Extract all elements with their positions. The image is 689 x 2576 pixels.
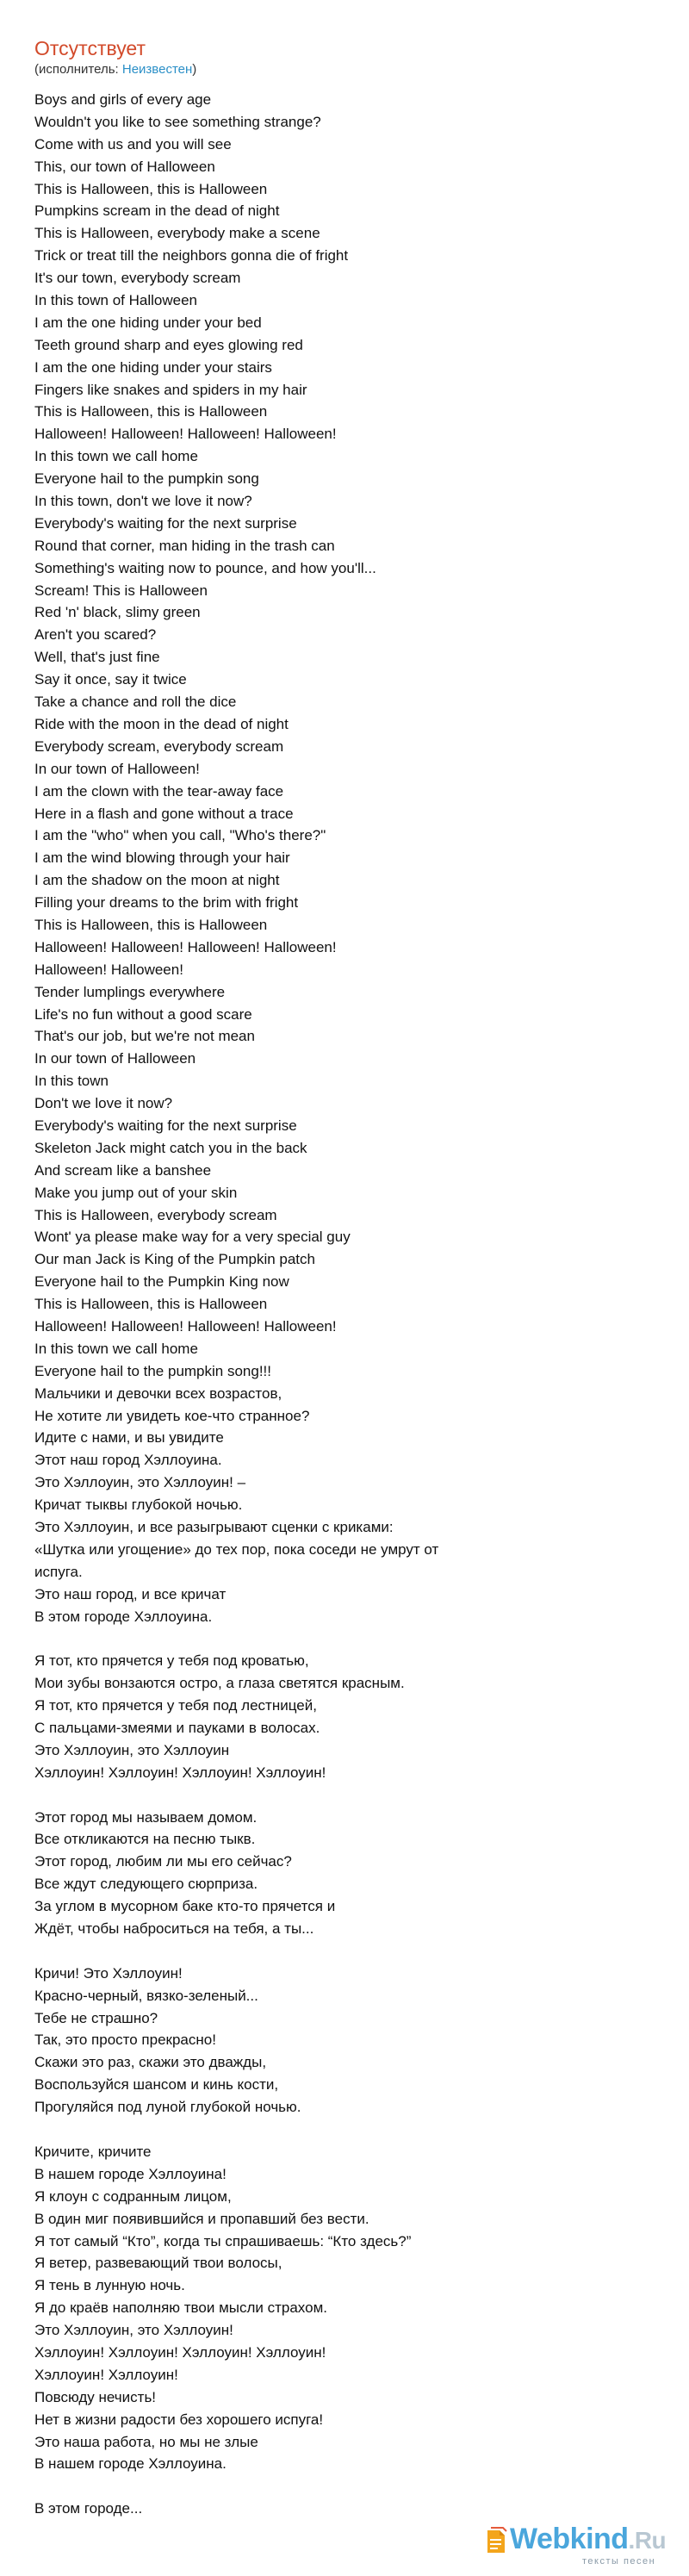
lyrics-line: It's our town, everybody scream <box>34 270 241 287</box>
lyrics-line: Make you jump out of your skin <box>34 1184 238 1201</box>
lyrics-line: В этом городе Хэллоуина. <box>34 1608 213 1625</box>
lyrics-line: «Шутка или угощение» до тех пор, пока соседи не умрут от <box>34 1540 439 1558</box>
artist-line <box>34 62 196 78</box>
lyrics-line: That's our job, but we're not mean <box>34 1028 255 1045</box>
lyrics-line: In this town <box>34 1073 109 1090</box>
lyrics-line: I am the one hiding under your stairs <box>34 358 272 376</box>
brand-name <box>510 2522 666 2558</box>
lyrics-document-icon <box>486 2525 508 2554</box>
lyrics-line: Я тень в лунную ночь. <box>34 2277 185 2294</box>
brand-tagline: тексты песен <box>582 2556 656 2567</box>
lyrics-line: С пальцами-змеями и пауками в волосах. <box>34 1720 320 1737</box>
lyrics-line: This is Halloween, this is Halloween <box>34 1296 268 1313</box>
lyrics-line: In this town we call home <box>34 448 198 465</box>
lyrics-line: Our man Jack is King of the Pumpkin patch <box>34 1251 315 1268</box>
lyrics-line: Take a chance and roll the dice <box>34 694 237 711</box>
lyrics-line: Повсюду нечисть! <box>34 2388 157 2405</box>
lyrics-line: I am the shadow on the moon at night <box>34 872 280 889</box>
lyrics-line: Так, это просто прекрасно! <box>34 2032 216 2049</box>
lyrics-line: Хэллоуин! Хэллоуин! Хэллоуин! Хэллоуин! <box>34 2343 326 2361</box>
lyrics-line: Это наш город, и все кричат <box>34 1585 227 1602</box>
lyrics-line: Well, that's just fine <box>34 649 160 666</box>
lyrics-line: Here in a flash and gone without a trace <box>34 805 294 822</box>
lyrics-line: Идите с нами, и вы увидите <box>34 1429 224 1447</box>
lyrics-line: In this town, don't we love it now? <box>34 493 252 510</box>
lyrics-line: Round that corner, man hiding in the trash can <box>34 537 335 554</box>
lyrics-line: I am the wind blowing through your hair <box>34 849 290 867</box>
lyrics-line: Нет в жизни радости без хорошего испуга! <box>34 2411 324 2428</box>
lyrics-line: Scream! This is Halloween <box>34 582 208 599</box>
lyrics-line: Say it once, say it twice <box>34 671 187 688</box>
lyrics-line: В один миг появившийся и пропавший без вести. <box>34 2210 369 2227</box>
lyrics-line: I am the clown with the tear-away face <box>34 782 284 800</box>
lyrics-line: Skeleton Jack might catch you in the back <box>34 1139 307 1156</box>
lyrics-line: Тебе не страшно? <box>34 2009 158 2026</box>
site-logo[interactable] <box>486 2520 675 2572</box>
lyrics-line: In our town of Halloween! <box>34 760 200 777</box>
artist-prefix: (исполнитель: <box>34 62 122 77</box>
lyrics-line: Halloween! Halloween! Halloween! Halloween! <box>34 426 337 443</box>
lyrics-line: Мальчики и девочки всех возрастов, <box>34 1384 282 1402</box>
lyrics-line: Этот город мы называем домом. <box>34 1808 258 1826</box>
lyrics-line: In this town we call home <box>34 1340 198 1357</box>
lyrics-line: Everybody scream, everybody scream <box>34 737 284 755</box>
lyrics-line: Halloween! Halloween! Halloween! Halloween! <box>34 938 337 955</box>
lyrics-line: Все ждут следующего сюрприза. <box>34 1876 258 1893</box>
lyrics-line: Wont' ya please make way for a very special guy <box>34 1229 351 1246</box>
lyrics-line: Хэллоуин! Хэллоуин! Хэллоуин! Хэллоуин! <box>34 1764 326 1781</box>
lyrics-line: Aren't you scared? <box>34 626 157 644</box>
lyrics-line: Я тот самый “Кто”, когда ты спрашиваешь: “Кто здесь?” <box>34 2232 412 2249</box>
lyrics-line: Не хотите ли увидеть кое-что странное? <box>34 1407 310 1424</box>
lyrics-line: This is Halloween, everybody make a scene <box>34 225 320 242</box>
lyrics-line: Хэллоуин! Хэллоуин! <box>34 2366 178 2383</box>
lyrics-stanza-break <box>34 1784 655 1807</box>
lyrics-line: Я тот, кто прячется у тебя под лестницей, <box>34 1697 317 1714</box>
lyrics-line: В нашем городе Хэллоуина. <box>34 2455 227 2473</box>
lyrics-line: В нашем городе Хэллоуина! <box>34 2165 227 2182</box>
lyrics-line: This is Halloween, this is Halloween <box>34 403 268 420</box>
lyrics-line: Ждёт, чтобы наброситься на тебя, а ты... <box>34 1920 314 1938</box>
song-title: Отсутствует <box>34 37 146 59</box>
lyrics-line: Tender lumplings everywhere <box>34 983 226 1000</box>
artist-link[interactable]: Неизвестен <box>121 62 193 77</box>
lyrics-line: Pumpkins scream in the dead of night <box>34 202 280 220</box>
lyrics-line: I am the "who" when you call, "Who's there?" <box>34 827 326 844</box>
lyrics-line: Ride with the moon in the dead of night <box>34 715 289 732</box>
lyrics-line: This, our town of Halloween <box>34 158 215 175</box>
lyrics-line: Это Хэллоуин, это Хэллоуин! – <box>34 1474 246 1491</box>
lyrics-line: This is Halloween, everybody scream <box>34 1206 277 1223</box>
lyrics-text <box>34 89 655 2520</box>
lyrics-line: This is Halloween, this is Halloween <box>34 916 268 933</box>
lyrics-line: In our town of Halloween <box>34 1050 196 1067</box>
lyrics-line: Кричи! Это Хэллоуин! <box>34 1964 183 1982</box>
lyrics-line: Everyone hail to the Pumpkin King now <box>34 1273 289 1291</box>
lyrics-line: Something's waiting now to pounce, and how you'll... <box>34 559 376 576</box>
lyrics-line: Teeth ground sharp and eyes glowing red <box>34 336 303 353</box>
lyrics-line: Trick or treat till the neighbors gonna die of fright <box>34 247 349 264</box>
lyrics-line: This is Halloween, this is Halloween <box>34 180 268 197</box>
lyrics-line: Воспользуйся шансом и кинь кости, <box>34 2076 279 2094</box>
lyrics-line: Everyone hail to the pumpkin song <box>34 470 259 488</box>
lyrics-line: Come with us and you will see <box>34 135 232 152</box>
lyrics-line: Этот город, любим ли мы его сейчас? <box>34 1853 292 1870</box>
lyrics-line: Это Хэллоуин, и все разыгрывают сценки с криками: <box>34 1519 394 1535</box>
artist-suffix: ) <box>192 62 197 77</box>
lyrics-line: Everybody's waiting for the next surprise <box>34 1117 297 1134</box>
brand-tld: .Ru <box>628 2527 667 2554</box>
lyrics-stanza-break <box>34 2119 655 2141</box>
lyrics-stanza-break <box>34 2475 655 2498</box>
lyrics-line: Я ветер, развевающий твои волосы, <box>34 2255 282 2272</box>
lyrics-line: Don't we love it now? <box>34 1095 173 1112</box>
lyrics-line: За углом в мусорном баке кто-то прячется и <box>34 1898 336 1915</box>
lyrics-line: Кричат тыквы глубокой ночью. <box>34 1496 243 1514</box>
lyrics-line: Все откликаются на песню тыкв. <box>34 1831 256 1848</box>
lyrics-line: Boys and girls of every age <box>34 91 212 108</box>
lyrics-line: Это наша работа, но мы не злые <box>34 2433 258 2450</box>
lyrics-line: Кричите, кричите <box>34 2143 152 2160</box>
lyrics-line: Я до краёв наполняю твои мысли страхом. <box>34 2299 327 2317</box>
lyrics-line: Это Хэллоуин, это Хэллоуин! <box>34 2322 233 2339</box>
lyrics-line: Halloween! Halloween! <box>34 961 183 978</box>
lyrics-stanza-break <box>34 1940 655 1963</box>
lyrics-line: Я клоун с содранным лицом, <box>34 2187 232 2205</box>
lyrics-line: Прогуляйся под луной глубокой ночью. <box>34 2099 301 2116</box>
lyrics-line: In this town of Halloween <box>34 292 197 309</box>
brand-name-main: Webkind <box>510 2523 629 2555</box>
lyrics-line: I am the one hiding under your bed <box>34 314 262 331</box>
lyrics-stanza-break <box>34 1627 655 1650</box>
lyrics-line: Life's no fun without a good scare <box>34 1005 252 1023</box>
lyrics-line: Этот наш город Хэллоуина. <box>34 1452 222 1469</box>
lyrics-line: Мои зубы вонзаются остро, а глаза светятся красным. <box>34 1675 405 1692</box>
lyrics-line: Filling your dreams to the brim with fright <box>34 894 299 912</box>
lyrics-line: Красно-черный, вязко-зеленый... <box>34 1987 258 2004</box>
lyrics-line: And scream like a banshee <box>34 1161 212 1179</box>
lyrics-line: испуга. <box>34 1563 83 1580</box>
lyrics-line: Я тот, кто прячется у тебя под кроватью, <box>34 1652 309 1670</box>
lyrics-line: Red 'n' black, slimy green <box>34 604 201 621</box>
lyrics-line: В этом городе... <box>34 2500 143 2517</box>
lyrics-line: Wouldn't you like to see something strange? <box>34 113 321 130</box>
lyrics-line: Halloween! Halloween! Halloween! Halloween! <box>34 1317 337 1335</box>
lyrics-line: Fingers like snakes and spiders in my hair <box>34 381 307 398</box>
lyrics-line: Это Хэллоуин, это Хэллоуин <box>34 1741 230 1758</box>
lyrics-line: Everyone hail to the pumpkin song!!! <box>34 1362 271 1379</box>
lyrics-line: Скажи это раз, скажи это дважды, <box>34 2054 267 2071</box>
lyrics-line: Everybody's waiting for the next surprise <box>34 514 297 532</box>
